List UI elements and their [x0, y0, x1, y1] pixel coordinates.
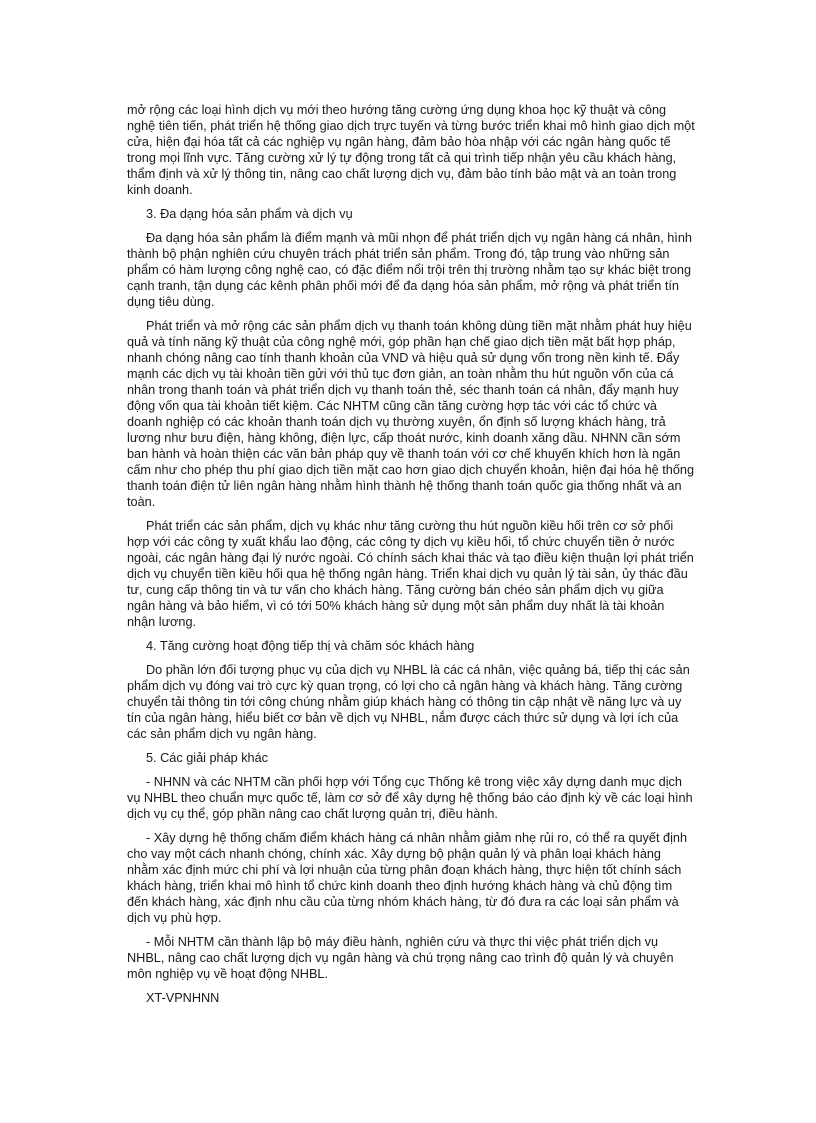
- paragraph-product-diversification: Đa dạng hóa sản phẩm là điểm mạnh và mũi nhọn để phát triển dịch vụ ngân hàng cá nhân, hình thành bộ phận nghiên cứu chuyên trách phát triển sản phẩm. Trong đó, tập trung vào những sản phẩm có hàm lượng công nghệ cao, có đặc điểm nổi trội trên thị trường nhằm tạo sự khác biệt trong cạnh tranh, tận dụng các kênh phân phối mới để đa dạng hóa sản phẩm, mở rộng và phát triển tín dụng tiêu dùng.: [127, 231, 692, 309]
- paragraph-cashless-payment: Phát triển và mở rộng các sản phẩm dịch vụ thanh toán không dùng tiền mặt nhằm phát huy hiệu quả và tính năng kỹ thuật của công nghệ mới, góp phần hạn chế giao dịch tiền mặt bất hợp pháp, nhanh chóng nâng cao tính thanh khoản của VND và hiệu quả sử dụng vốn trong nền kinh tế. Đẩy mạnh các dịch vụ tài khoản tiền gửi với thủ tục đơn giản, an toàn nhằm thu hút nguồn vốn của cá nhân trong thanh toán và phát triển dịch vụ thanh toán thẻ, séc thanh toán cá nhân, đẩy mạnh huy động vốn qua tài khoản tiết kiệm. Các NHTM cũng cần tăng cường hợp tác với các tổ chức và doanh nghiệp có các khoản thanh toán dịch vụ thường xuyên, ổn định số lượng khách hàng, trả lương như bưu điện, hàng không, điện lực, cấp thoát nước, kinh doanh xăng dầu. NHNN cần sớm ban hành và hoàn thiện các văn bản pháp quy về thanh toán với cơ chế khuyến khích hơn là ngăn cấm như cho phép thu phí giao dịch tiền mặt cao hơn giao dịch chuyển khoản, hiện đại hóa hệ thống thanh toán điện tử liên ngân hàng nhằm hình thành hệ thống thanh toán quốc gia thống nhất và an toàn.: [127, 319, 695, 509]
- paragraph-other-services: Phát triển các sản phẩm, dịch vụ khác như tăng cường thu hút nguồn kiều hối trên cơ sở phối hợp với các công ty xuất khẩu lao động, các công ty dịch vụ kiều hối, tổ chức chuyển tiền ở nước ngoài, các ngân hàng đại lý nước ngoài. Có chính sách khai thác và tạo điều kiện thuận lợi phát triển dịch vụ chuyển tiền kiều hối qua hệ thống ngân hàng. Triển khai dịch vụ quản lý tài sản, ủy thác đầu tư, cung cấp thông tin và tư vấn cho khách hàng. Tăng cường bán chéo sản phẩm dịch vụ giữa ngân hàng và bảo hiểm, vì có tới 50% khách hàng sử dụng một sản phẩm duy nhất là tài khoản nhận lương.: [127, 519, 694, 629]
- paragraph-bullet-management: - Mỗi NHTM cần thành lập bộ máy điều hành, nghiên cứu và thực thi việc phát triển dịch vụ NHBL, nâng cao chất lượng dịch vụ ngân hàng và chú trọng nâng cao trình độ quản lý và chuyên môn nghiệp vụ về hoạt động NHBL.: [127, 935, 674, 981]
- section-heading-4: 4. Tăng cường hoạt động tiếp thị và chăm sóc khách hàng: [146, 639, 475, 653]
- section-heading-3: 3. Đa dạng hóa sản phẩm và dịch vụ: [146, 207, 353, 221]
- paragraph-bullet-scoring: - Xây dựng hệ thống chấm điểm khách hàng cá nhân nhằm giảm nhẹ rủi ro, có thể ra quyết định cho vay một cách nhanh chóng, chính xác. Xây dựng bộ phận quản lý và phân loại khách hàng nhằm xác định mức chi phí và lợi nhuận của từng phân đoạn khách hàng, thực hiện tốt chính sách khách hàng, triển khai mô hình tổ chức kinh doanh theo định hướng khách hàng và chủ động tìm đến khách hàng, xác định nhu cầu của từng nhóm khách hàng, từ đó đưa ra các loại sản phẩm và dịch vụ phù hợp.: [127, 831, 687, 925]
- paragraph-intro-continued: mở rộng các loại hình dịch vụ mới theo hướng tăng cường ứng dụng khoa học kỹ thuật và công nghệ tiên tiến, phát triển hệ thống giao dịch trực tuyến và từng bước triển khai mô hình giao dịch một cửa, hiện đại hóa tất cả các nghiệp vụ ngân hàng, đảm bảo hòa nhập với các ngân hàng quốc tế trong mọi lĩnh vực. Tăng cường xử lý tự động trong tất cả qui trình tiếp nhận yêu cầu khách hàng, thẩm định và xử lý thông tin, nâng cao chất lượng dịch vụ, đảm bảo tính bảo mật và an toàn trong kinh doanh.: [127, 103, 695, 197]
- paragraph-bullet-statistics: - NHNN và các NHTM cần phối hợp với Tổng cục Thống kê trong việc xây dựng danh mục dịch vụ NHBL theo chuẩn mực quốc tế, làm cơ sở để xây dựng hệ thống báo cáo định kỳ về các loại hình dịch vụ cụ thể, góp phần nâng cao chất lượng quản trị, điều hành.: [127, 775, 693, 821]
- section-heading-5: 5. Các giải pháp khác: [146, 751, 269, 765]
- source-signature: XT-VPNHNN: [146, 991, 220, 1005]
- document-page: [127, 102, 695, 1014]
- paragraph-marketing: Do phần lớn đối tượng phục vụ của dịch vụ NHBL là các cá nhân, việc quảng bá, tiếp thị các sản phẩm dịch vụ đóng vai trò cực kỳ quan trọng, có lợi cho cả ngân hàng và khách hàng. Tăng cường chuyển tải thông tin tới công chúng nhằm giúp khách hàng có thông tin cập nhật về năng lực và uy tín của ngân hàng, hiểu biết cơ bản về dịch vụ NHBL, nắm được cách thức sử dụng và lợi ích của các sản phẩm dịch vụ ngân hàng.: [127, 663, 690, 741]
